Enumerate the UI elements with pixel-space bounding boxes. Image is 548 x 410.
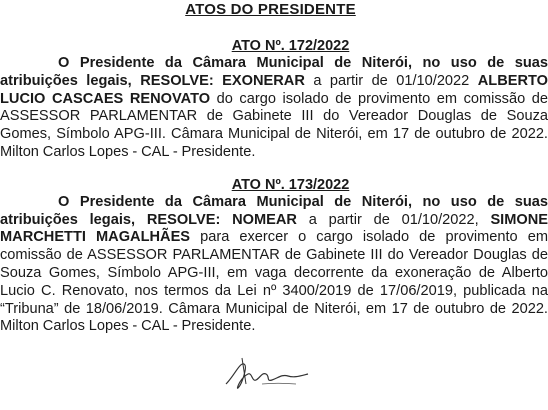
act-173-intro: O Presidente da Câmara Municipal de Niterói, no uso de suas atribuições legais, xyxy=(0,193,548,228)
act-172-body xyxy=(0,55,548,162)
act-173-resolve: RESOLVE: NOMEAR xyxy=(146,211,297,228)
act-172-person: ALBERTO LUCIO CASCAES RENOVATO xyxy=(0,72,548,107)
handwritten-signature-icon xyxy=(222,354,312,394)
act-172-date: a partir de 01/10/2022 xyxy=(313,72,470,89)
act-172-details: do cargo isolado de provimento em comissão de ASSESSOR PARLAMENTAR de Gabinete III do Vereador Douglas de Souza Gomes, Símbolo APG-III. Câmara Municipal de Niterói, em 17 de outubro de 2022. Milton Carlos Lopes - CAL - Presidente. xyxy=(0,90,548,160)
act-173-title: ATO Nº. 173/2022 xyxy=(231,176,350,193)
act-172-intro: O Presidente da Câmara Municipal de Niterói, no uso de suas atribuições legais, xyxy=(0,55,548,89)
act-173-details: para exercer o cargo isolado de provimento em comissão de ASSESSOR PARLAMENTAR de Gabinete III do Vereador Douglas de Souza Gomes, Símbolo APG-III, em vaga decorrente da exoneração de Alberto Lucio C. Renovato, nos termos da Lei nº 3400/2019 de 17/06/2019, publicada na “Tribuna” de 18/06/2019. Câmara Municipal de Niterói, em 17 de outubro de 2022. Milton Carlos Lopes - CAL - Presidente. xyxy=(0,229,548,335)
act-173-body xyxy=(0,194,548,336)
act-173-person: SIMONE MARCHETTI MAGALHÃES xyxy=(0,211,548,246)
act-173-date: a partir de 01/10/2022, xyxy=(308,211,479,228)
act-172-resolve: RESOLVE: EXONERAR xyxy=(140,72,305,89)
page-title: ATOS DO PRESIDENTE xyxy=(185,1,356,18)
act-172-title: ATO Nº. 172/2022 xyxy=(231,38,350,54)
